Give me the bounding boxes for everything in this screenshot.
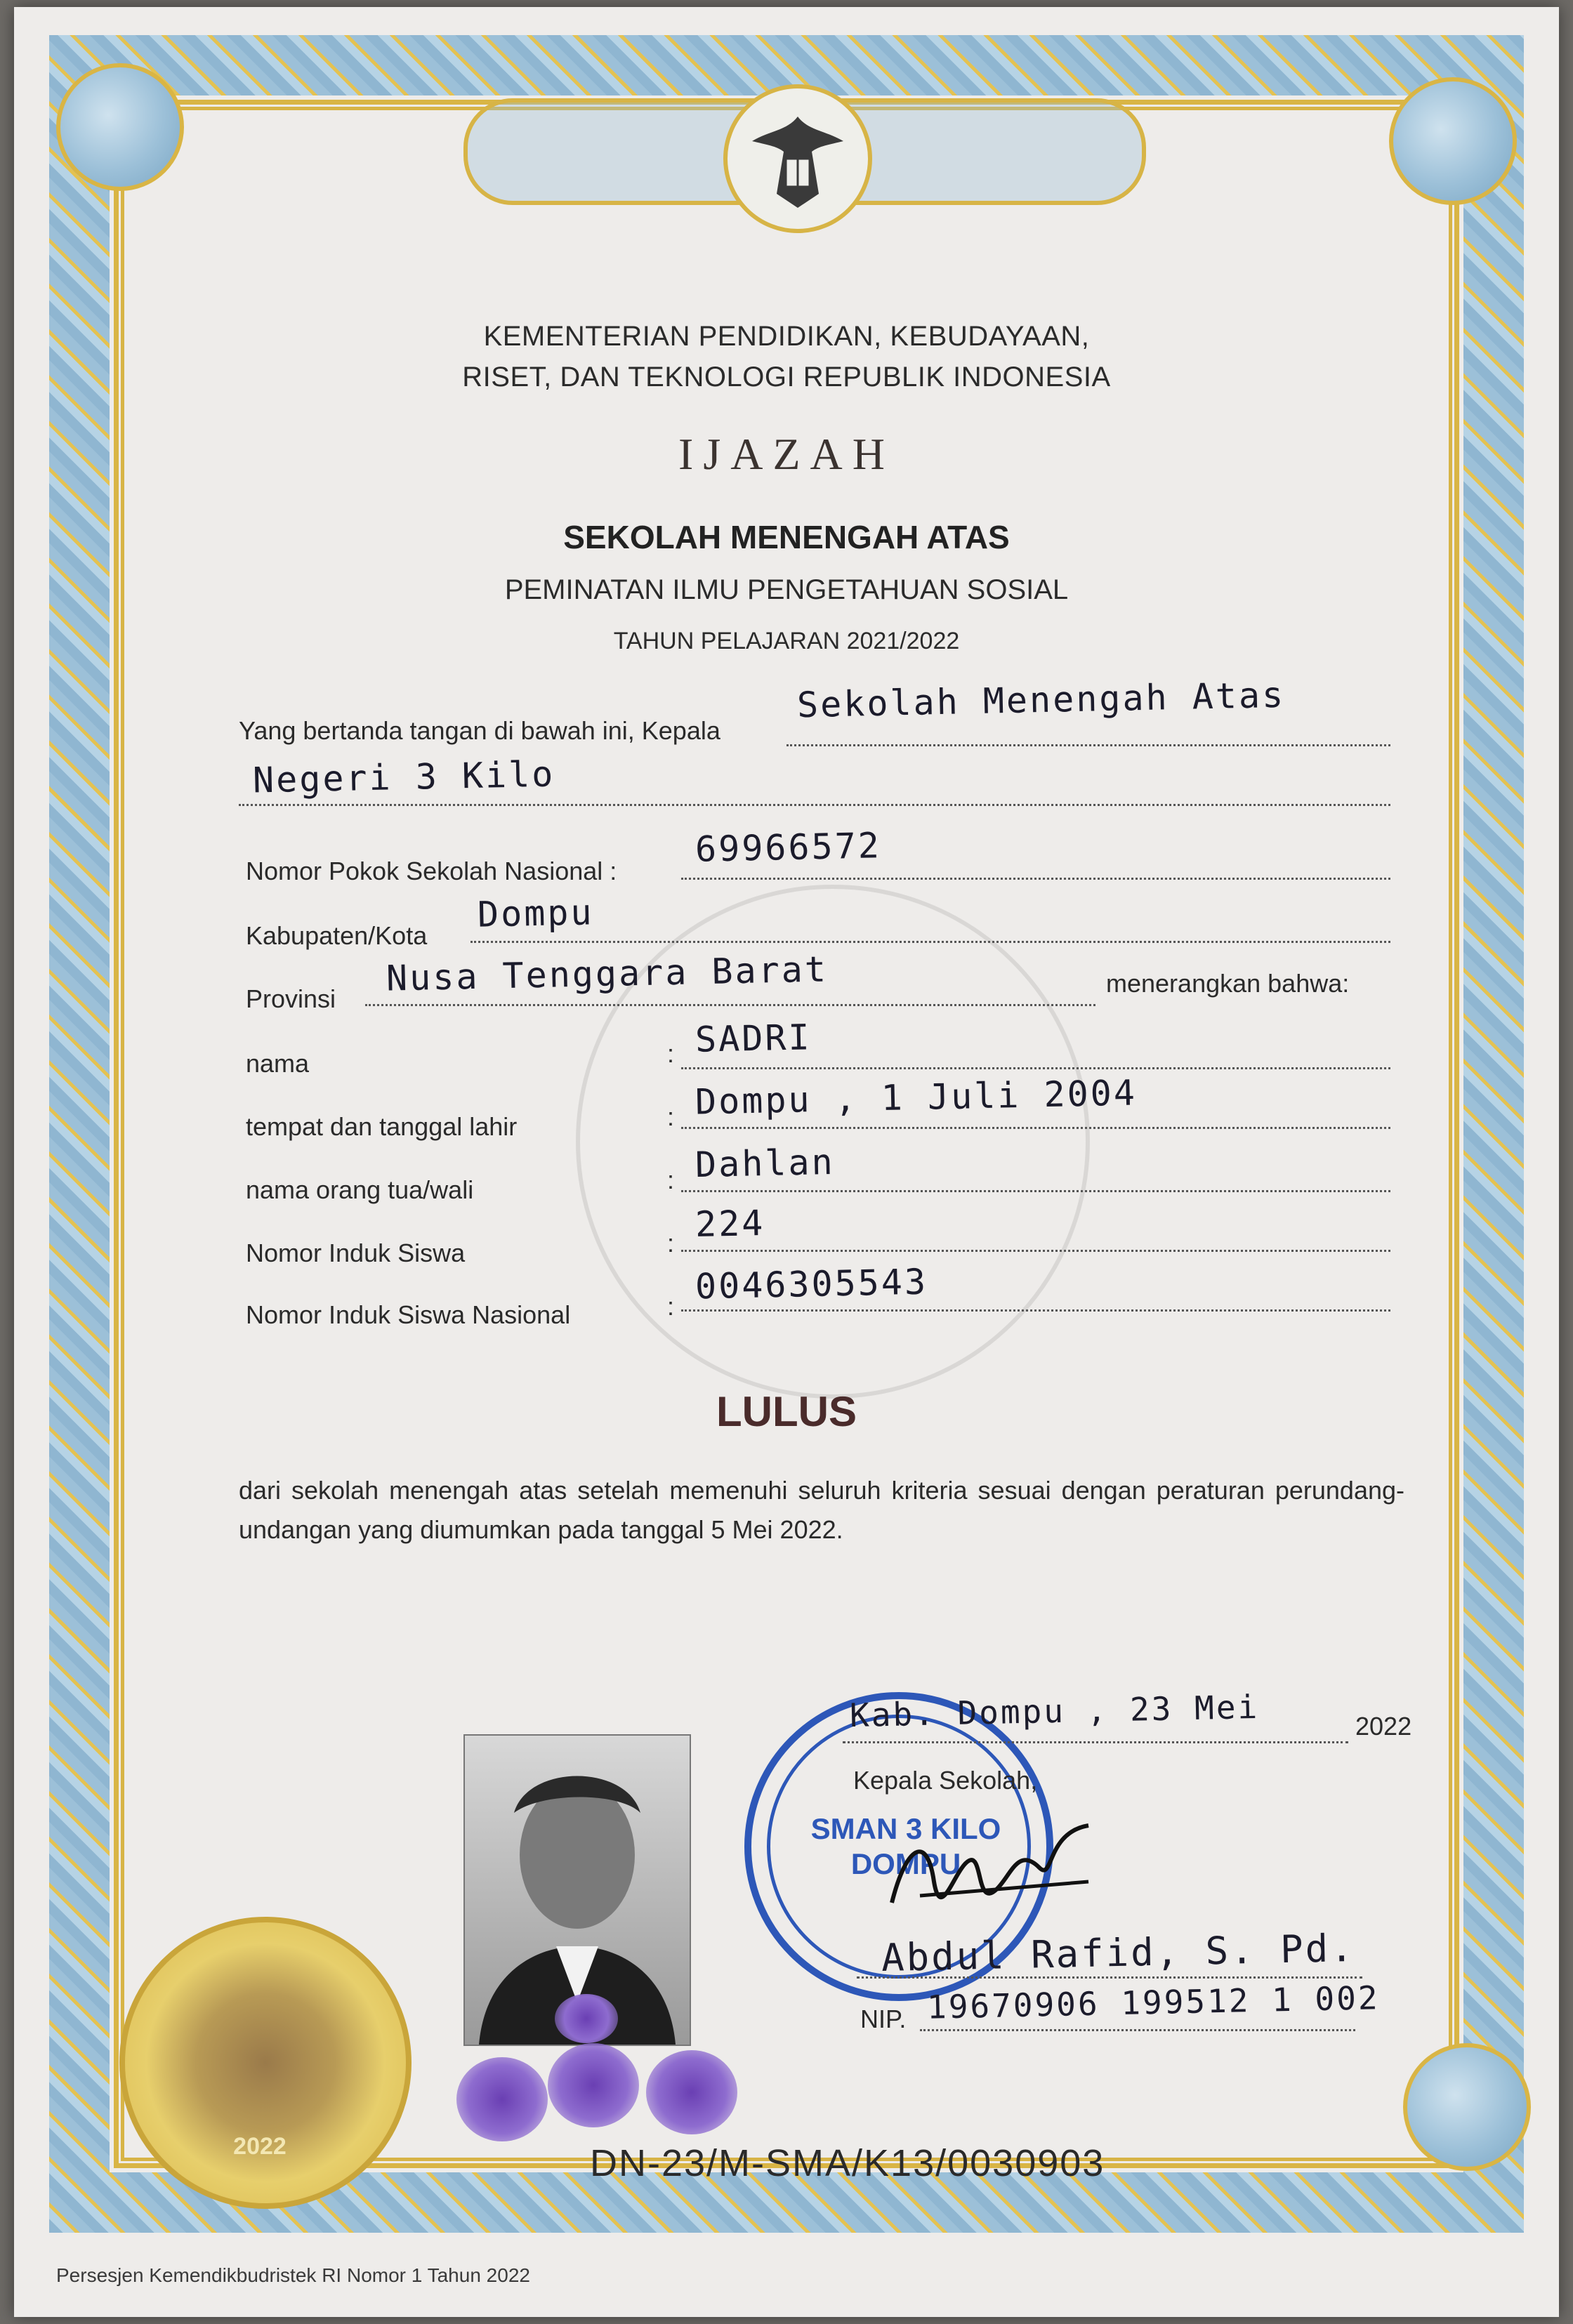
fingerprint-mark	[548, 2043, 639, 2127]
handwritten-signature	[878, 1804, 1103, 1945]
province-label: Provinsi	[246, 984, 336, 1013]
parent-label: nama orang tua/wali	[246, 1175, 474, 1204]
dotted-line	[786, 744, 1390, 746]
nisn-value: 0046305543	[695, 1261, 928, 1307]
academic-year: TAHUN PELAJARAN 2021/2022	[613, 628, 960, 654]
graduation-statement: dari sekolah menengah atas setelah memenuhi seluruh kriteria sesuai dengan peraturan perundang-undangan yang diumumkan pada tanggal 5 Mei 2022.	[239, 1476, 1404, 1544]
signature-year: 2022	[1355, 1712, 1412, 1741]
hologram-seal	[119, 1917, 412, 2209]
hologram-year: 2022	[233, 2133, 287, 2160]
dotted-line	[857, 1976, 1362, 1979]
dotted-line	[681, 1190, 1390, 1192]
dotted-line	[239, 804, 1390, 806]
birth-label: tempat dan tanggal lahir	[246, 1112, 518, 1141]
dotted-line	[843, 1741, 1348, 1743]
garuda-emblem-icon	[723, 84, 872, 233]
province-value: Nusa Tenggara Barat	[386, 949, 829, 999]
document-number: DN-23/M-SMA/K13/0030903	[590, 2142, 1105, 2184]
ministry-line-2: RISET, DAN TEKNOLOGI REPUBLIK INDONESIA	[462, 362, 1111, 392]
footer-regulation: Persesjen Kemendikbudristek RI Nomor 1 Tahun 2022	[56, 2264, 530, 2286]
ministry-line-1: KEMENTERIAN PENDIDIKAN, KEBUDAYAAN,	[483, 321, 1090, 352]
dotted-line	[920, 2029, 1355, 2031]
npsn-value: 69966572	[695, 825, 882, 870]
stamp-line-2: DOMPU	[850, 1847, 961, 1880]
colon: :	[667, 1166, 675, 1194]
school-level: SEKOLAH MENENGAH ATAS	[563, 519, 1010, 555]
intro-label: Yang bertanda tangan di bawah ini, Kepala	[239, 716, 720, 745]
dotted-line	[681, 1309, 1390, 1312]
dotted-line	[681, 1067, 1390, 1069]
signature-title: Kepala Sekolah,	[853, 1766, 1038, 1795]
dotted-line	[681, 1127, 1390, 1129]
nip-value: 19670906 199512 1 002	[926, 1979, 1381, 2026]
document-title: IJAZAH	[678, 429, 895, 479]
nisn-label: Nomor Induk Siswa Nasional	[246, 1300, 571, 1329]
certificate-sheet	[14, 7, 1559, 2317]
school-name-line-1: Sekolah Menengah Atas	[796, 674, 1286, 726]
fingerprint-mark	[646, 2050, 737, 2134]
dotted-line	[681, 1250, 1390, 1252]
nis-label: Nomor Induk Siswa	[246, 1239, 466, 1267]
ministry-heading	[14, 316, 1559, 397]
npsn-label: Nomor Pokok Sekolah Nasional :	[246, 857, 617, 885]
student-name: SADRI	[695, 1017, 812, 1060]
corner-ornament	[1403, 2043, 1531, 2171]
school-name-line-2: Negeri 3 Kilo	[252, 753, 555, 801]
fingerprint-mark	[456, 2057, 548, 2141]
fingerprint-mark	[555, 1994, 618, 2043]
colon: :	[667, 1102, 675, 1131]
principal-name: Abdul Rafid, S. Pd.	[881, 1925, 1356, 1981]
stamp-line-1: SMAN 3 KILO	[810, 1812, 1001, 1845]
place-date: Kab. Dompu , 23 Mei	[849, 1687, 1260, 1735]
parent-value: Dahlan	[695, 1141, 836, 1186]
name-label: nama	[246, 1049, 310, 1078]
corner-ornament	[1389, 77, 1517, 205]
regency-value: Dompu	[477, 892, 595, 935]
regency-label: Kabupaten/Kota	[246, 921, 428, 950]
colon: :	[667, 1039, 675, 1068]
birth-value: Dompu , 1 Juli 2004	[695, 1072, 1138, 1123]
nip-label: NIP.	[860, 2005, 907, 2033]
declares-label: menerangkan bahwa:	[1106, 969, 1350, 998]
corner-ornament	[56, 63, 184, 191]
graduation-status: LULUS	[716, 1388, 857, 1435]
dotted-line	[470, 941, 1390, 943]
program-specialization: PEMINATAN ILMU PENGETAHUAN SOSIAL	[504, 574, 1069, 605]
nis-value: 224	[695, 1202, 765, 1246]
colon: :	[667, 1229, 675, 1257]
dotted-line	[365, 1004, 1095, 1006]
dotted-line	[681, 878, 1390, 880]
colon: :	[667, 1292, 675, 1321]
